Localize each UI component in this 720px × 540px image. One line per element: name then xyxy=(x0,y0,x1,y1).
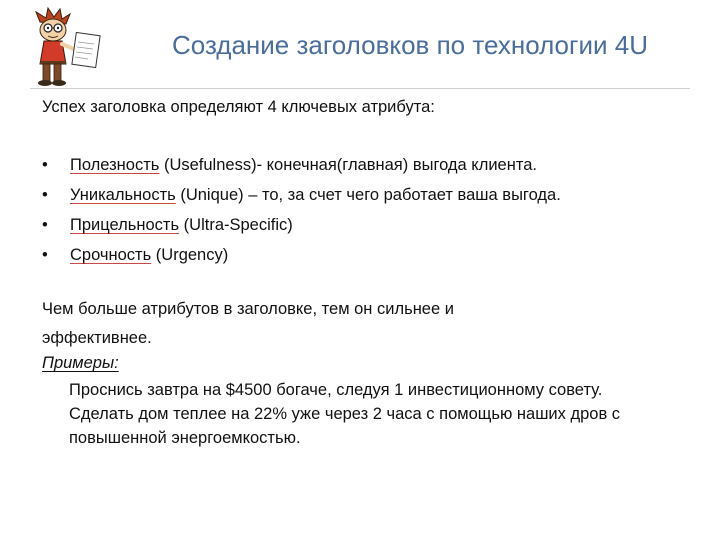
example-item: Сделать дом теплее на 22% уже через 2 часа с помощью наших дров с повышенной энергоемкостью. xyxy=(69,405,621,447)
list-item xyxy=(42,210,561,240)
examples-label: Примеры: xyxy=(42,354,119,372)
bullet-icon: • xyxy=(42,216,48,234)
attribute-description: (Ultra-Specific) xyxy=(179,216,293,234)
attribute-term: Срочность xyxy=(70,246,152,264)
slide-title: Создание заголовков по технологии 4U xyxy=(172,30,648,60)
attribute-term: Уникальность xyxy=(70,186,176,204)
intro-text: Успех заголовка определяют 4 ключевых атрибута: xyxy=(42,98,435,116)
bullet-icon: • xyxy=(42,246,48,264)
list-item xyxy=(42,240,561,270)
examples-block xyxy=(69,378,699,450)
attribute-list xyxy=(42,150,561,270)
example-item: Проснись завтра на $4500 богаче, следуя 1 инвестиционному совету. xyxy=(69,381,603,399)
attribute-description: (Usefulness)- конечная(главная) выгода клиента. xyxy=(159,156,537,174)
summary-text: Чем больше атрибутов в заголовке, тем он сильнее и эффективнее. xyxy=(42,300,454,347)
list-item xyxy=(42,150,561,180)
title-divider xyxy=(30,88,690,89)
bullet-icon: • xyxy=(42,156,48,174)
attribute-term: Полезность xyxy=(70,156,160,174)
list-item xyxy=(42,180,561,210)
attribute-description: (Unique) – то, за счет чего работает ваша выгода. xyxy=(175,186,561,204)
cartoon-character-reading-paper-icon xyxy=(26,6,106,88)
bullet-icon: • xyxy=(42,186,48,204)
attribute-term: Прицельность xyxy=(70,216,180,234)
attribute-description: (Urgency) xyxy=(151,246,229,264)
